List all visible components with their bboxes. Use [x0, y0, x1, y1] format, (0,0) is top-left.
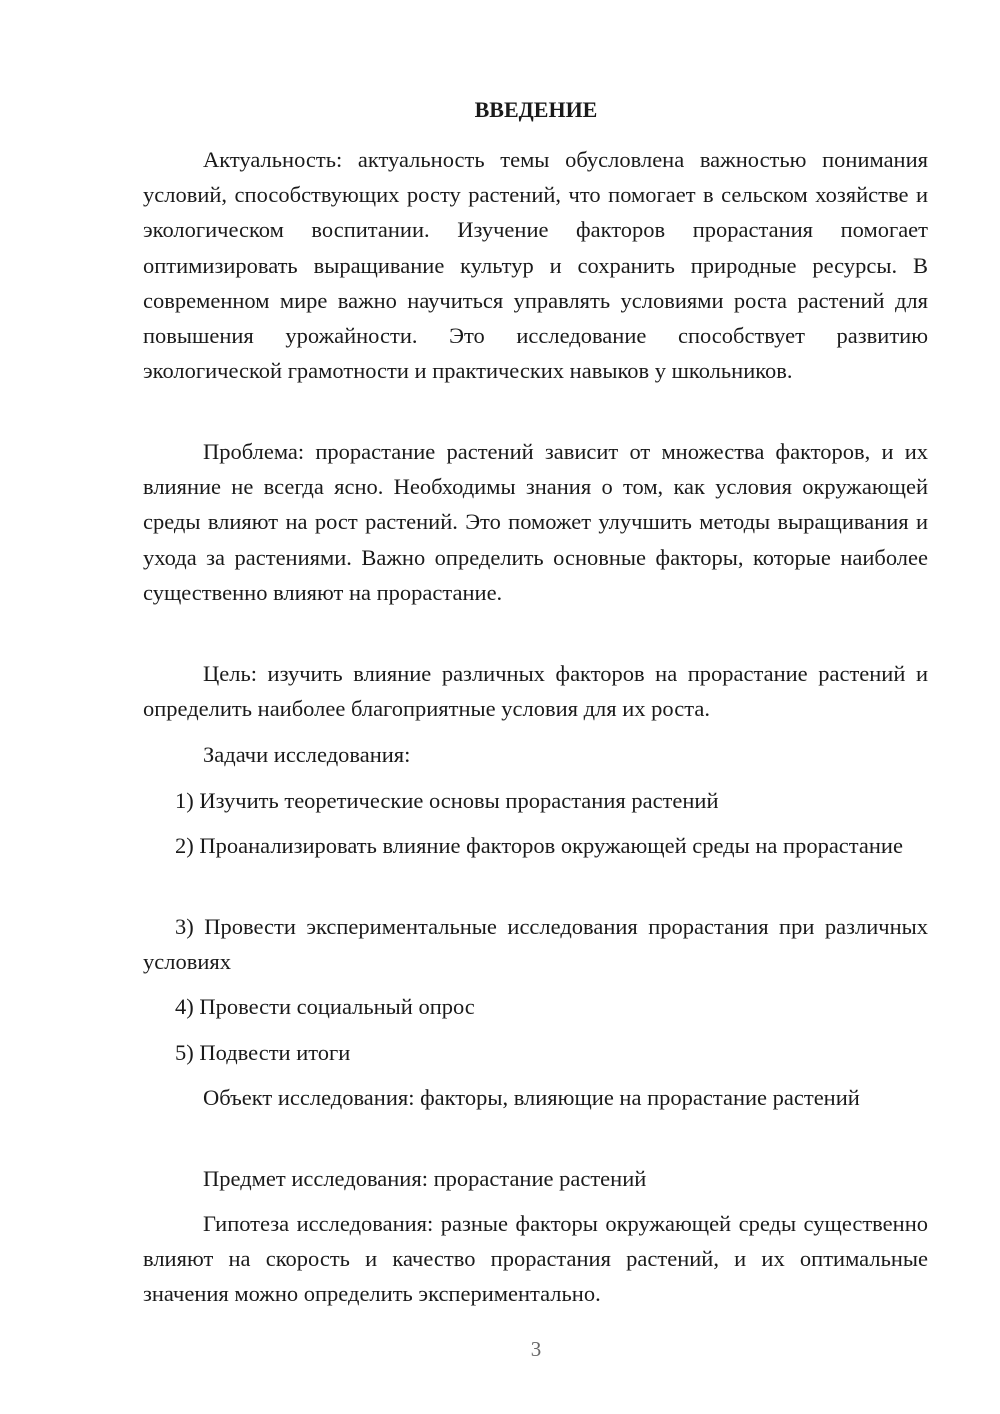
- paragraph-goal: Цель: изучить влияние различных факторов на прорастание растений и определить наиболее благоприятные условия для их роста.: [143, 661, 928, 722]
- paragraph-object: Объект исследования: факторы, влияющие на прорастание растений: [203, 1085, 860, 1110]
- paragraph-relevance: Актуальность: актуальность темы обусловлена важностью понимания условий, способствующих росту растений, что помогает в сельском хозяйстве и экологическом воспитании. Изучение факторов прорастания помогает оптимизировать выращивание культур и сохранить природные ресурсы. В современном мире важно научиться управлять условиями роста растений для повышения урожайности. Это исследование способствует развитию экологической грамотности и практических навыков у школьников.: [143, 147, 928, 384]
- task-item-5: 5) Подвести итоги: [175, 1040, 351, 1065]
- task-item-4: 4) Провести социальный опрос: [175, 994, 475, 1019]
- paragraph-hypothesis: Гипотеза исследования: разные факторы окружающей среды существенно влияют на скорость и качество прорастания растений, и их оптимальные значения можно определить экспериментально.: [143, 1211, 928, 1307]
- page-title: ВВЕДЕНИЕ: [474, 97, 598, 122]
- task-item-1: 1) Изучить теоретические основы прорастания растений: [175, 788, 719, 813]
- paragraph-tasks-heading: Задачи исследования:: [203, 742, 411, 767]
- paragraph-problem: Проблема: прорастание растений зависит от множества факторов, и их влияние не всегда ясно. Необходимы знания о том, как условия окружающей среды влияют на рост растений. Это поможет улучшить методы выращивания и ухода за растениями. Важно определить основные факторы, которые наиболее существенно влияют на прорастание.: [143, 439, 928, 605]
- task-item-3: 3) Провести экспериментальные исследования прорастания при различных условиях: [143, 914, 928, 975]
- paragraph-subject: Предмет исследования: прорастание растений: [203, 1166, 647, 1191]
- task-item-2: 2) Проанализировать влияние факторов окружающей среды на прорастание: [175, 833, 903, 858]
- page-number: 3: [530, 1337, 542, 1361]
